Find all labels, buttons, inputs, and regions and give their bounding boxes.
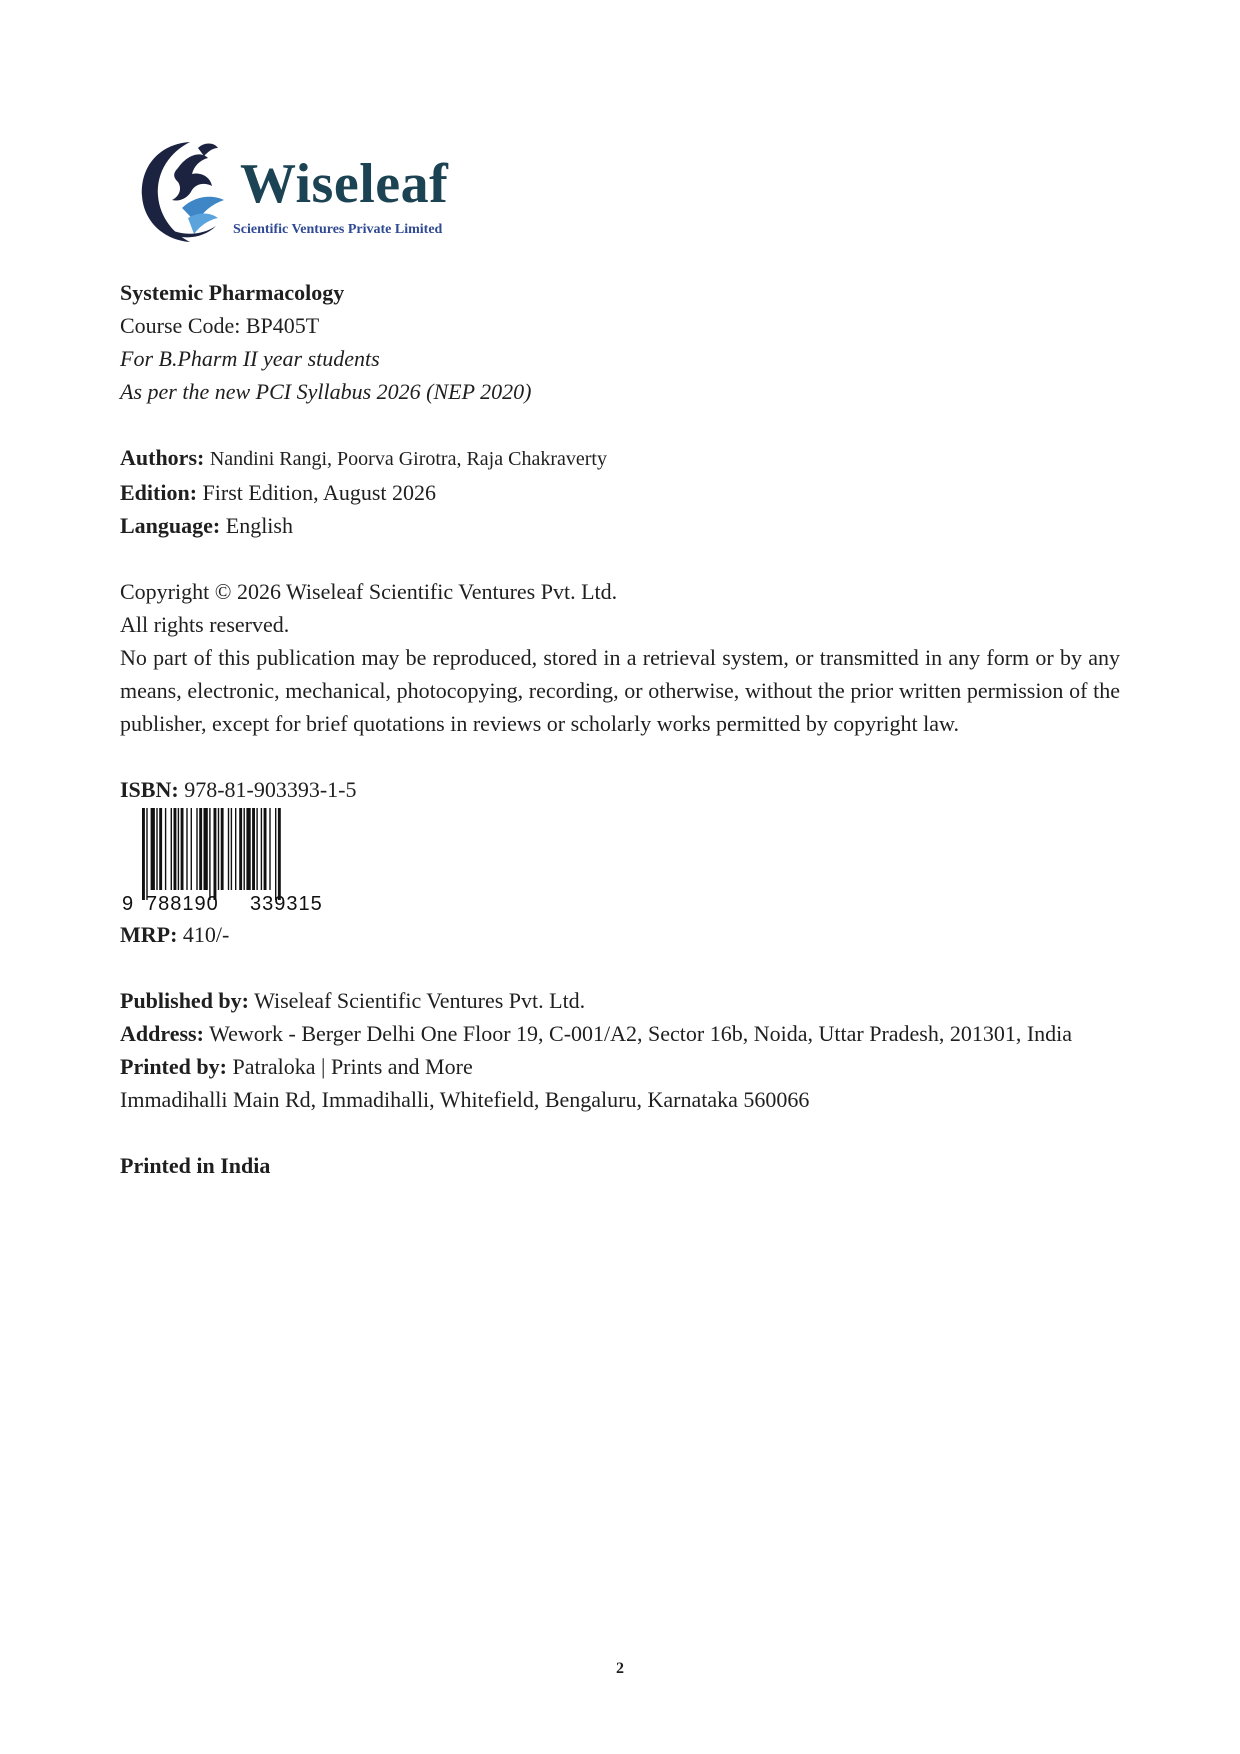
copyright-notice: No part of this publication may be reproduced, stored in a retrieval system, or transmitted in any form or by any means, electronic, mechanical, photocopying, recording, or otherwise, without the prior written permission of the publisher, except for brief quotations in reviews or scholarly works permitted by copyright law. (120, 645, 1120, 736)
published-value: Wiseleaf Scientific Ventures Pvt. Ltd. (254, 988, 586, 1013)
barcode-bar (221, 808, 224, 890)
syllabus-line: As per the new PCI Syllabus 2026 (NEP 2020) (120, 379, 532, 404)
barcode-bar (261, 808, 262, 890)
barcode-bar (264, 808, 267, 890)
address-value: Wework - Berger Delhi One Floor 19, C-001/A2, Sector 16b, Noida, Uttar Pradesh, 201301, India (209, 1021, 1073, 1046)
barcode-bar (199, 808, 202, 890)
barcode-digits-left: 788190 (146, 893, 219, 915)
barcode-bar (196, 808, 197, 890)
barcode-bar (218, 808, 219, 890)
authors-value: Nandini Rangi, Poorva Girotra, Raja Chakraverty (209, 448, 607, 470)
printer-address: Immadihalli Main Rd, Immadihalli, Whitefield, Bengaluru, Karnataka 560066 (120, 1087, 810, 1112)
published-line (120, 984, 1120, 1017)
barcode-bar (278, 808, 281, 900)
mrp-line (120, 918, 1120, 951)
barcode-bar (186, 808, 187, 890)
mrp-label: MRP: (120, 922, 178, 947)
barcode-bar (151, 808, 155, 890)
barcode-bar (256, 808, 257, 890)
barcode-bar (146, 808, 147, 900)
edition-value: First Edition, August 2026 (202, 480, 437, 505)
barcode-bar (231, 808, 232, 890)
isbn-barcode (120, 806, 360, 918)
mrp-value: 410/- (182, 922, 230, 947)
barcode-graphic (120, 806, 360, 918)
wiseleaf-emblem-icon (138, 138, 230, 244)
barcode-bar (171, 808, 172, 890)
address-label: Address: (120, 1021, 204, 1046)
authors-label: Authors: (120, 445, 205, 470)
printed-in-india: Printed in India (120, 1153, 271, 1178)
rights-line: All rights reserved. (120, 612, 290, 637)
barcode-bar (178, 808, 179, 890)
language-label: Language: (120, 513, 221, 538)
barcode-bar (214, 808, 217, 900)
barcode-digit-prefix: 9 (122, 893, 134, 915)
copyright-line: Copyright © 2026 Wiseleaf Scientific Ventures Pvt. Ltd. (120, 579, 618, 604)
barcode-bar (252, 808, 255, 890)
barcode-bar (246, 808, 250, 890)
printed-label: Printed by: (120, 1054, 227, 1079)
barcode-digits-right: 339315 (250, 893, 323, 915)
barcode-bar (235, 808, 236, 890)
isbn-value: 978-81-903393-1-5 (184, 777, 357, 802)
edition-line (120, 476, 1120, 509)
published-label: Published by: (120, 988, 249, 1013)
audience-line: For B.Pharm II year students (120, 346, 380, 371)
language-line (120, 509, 1120, 542)
address-line (120, 1017, 1120, 1050)
printed-value: Patraloka | Prints and More (232, 1054, 473, 1079)
authors-line (120, 441, 1120, 476)
barcode-bar (174, 808, 177, 890)
barcode-bar (159, 808, 162, 890)
barcode-bar (165, 808, 166, 890)
edition-label: Edition: (120, 480, 198, 505)
course-code: Course Code: BP405T (120, 313, 320, 338)
printed-line (120, 1050, 1120, 1083)
barcode-bar (269, 808, 270, 890)
barcode-bar (191, 808, 192, 890)
publisher-logo (138, 138, 498, 250)
book-title: Systemic Pharmacology (120, 280, 345, 305)
logo-tagline: Scientific Ventures Private Limited (233, 222, 443, 237)
language-value: English (225, 513, 293, 538)
isbn-label: ISBN: (120, 777, 179, 802)
barcode-bar (228, 808, 229, 890)
imprint-content (120, 276, 1120, 1182)
barcode-bar (209, 808, 210, 900)
barcode-bar (156, 808, 157, 890)
barcode-bar (239, 808, 242, 890)
barcode-bar (142, 808, 145, 900)
barcode-bar (275, 808, 276, 900)
page-number: 2 (616, 1660, 624, 1677)
barcode-bar (244, 808, 245, 890)
isbn-line (120, 773, 1120, 806)
barcode-bar (181, 808, 184, 890)
barcode-bar (204, 808, 208, 890)
logo-wordmark: Wiseleaf (240, 153, 449, 215)
